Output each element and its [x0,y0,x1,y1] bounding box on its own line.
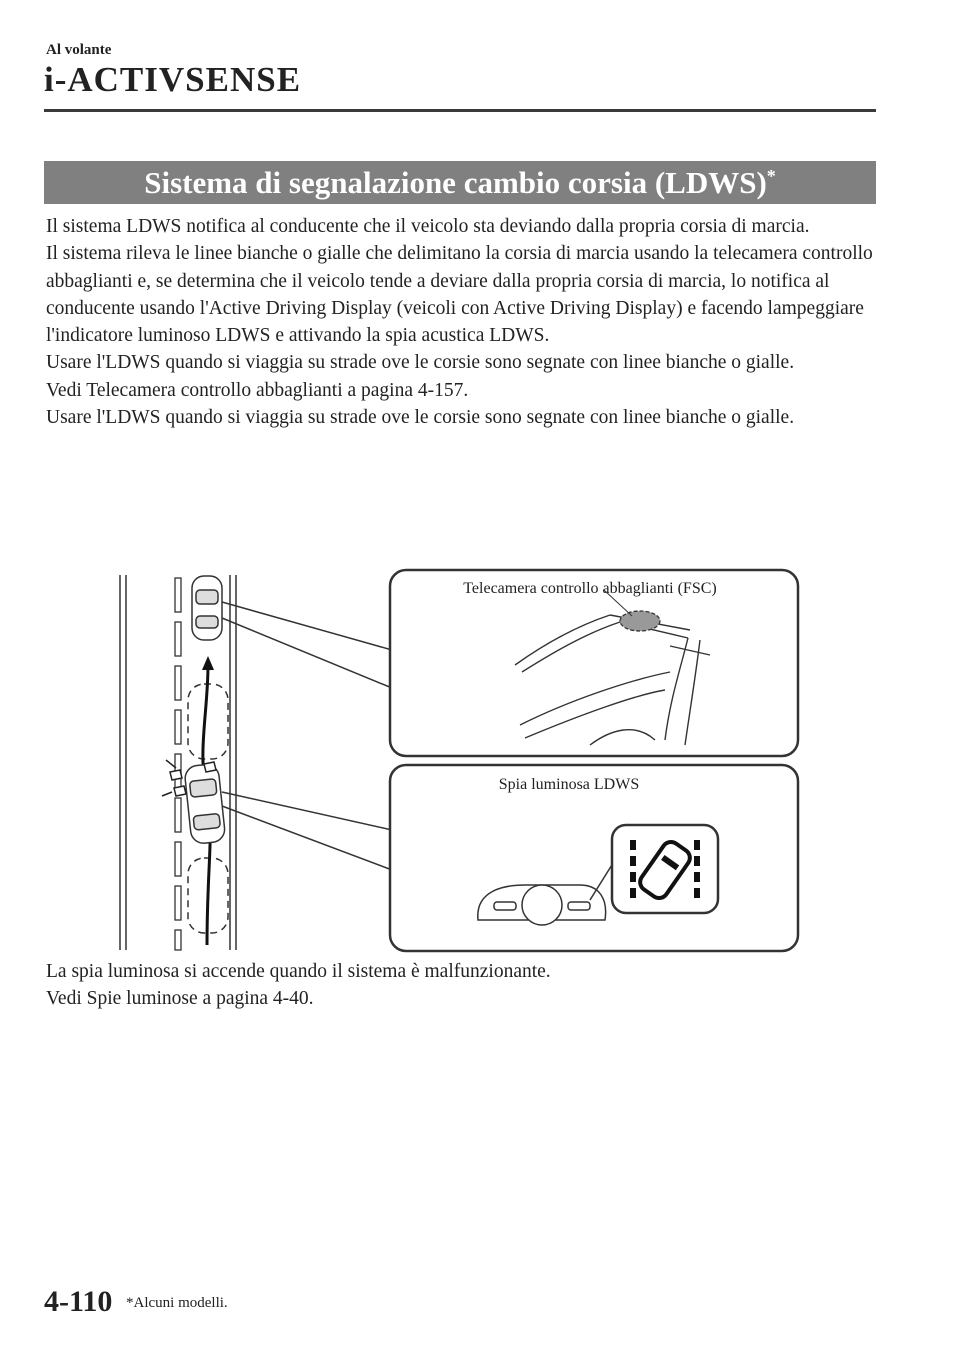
car-ahead-icon [192,576,222,640]
paragraph: Il sistema rileva le linee bianche o gialle che delimitano la corsia di marcia usando la telecamera controllo abbaglianti e, se determina che il veicolo tende a deviare dalla propria corsia di marcia, lo notifica al conducente usando l'Active Driving Display (veicoli con Active Driving Display) e facendo lampeggiare l'indicatore luminoso LDWS e attivando la spia acustica LDWS. [46,243,873,347]
after-figure-text [46,958,876,1013]
paragraph: Usare l'LDWS quando si viaggia su strade ove le corsie sono segnate con linee bianche o gialle. [46,407,795,429]
drifting-car-icon [184,763,226,844]
paragraph-link[interactable]: Vedi Telecamera controllo abbaglianti a pagina 4-157. [46,379,469,401]
callout-connector [222,602,392,870]
banner-title: Sistema di segnalazione cambio corsia (LDWS) [144,165,767,200]
section-label: Al volante [46,42,112,58]
ldws-illustration [110,560,810,955]
paragraph: Usare l'LDWS quando si viaggia su strade ove le corsie sono segnate con linee bianche o gialle. [46,352,795,374]
instrument-cluster-icon [478,885,606,925]
header-divider [44,109,876,112]
paragraph: La spia luminosa si accende quando il sistema è malfunzionante. [46,961,551,982]
optional-equipment-mark: * [766,166,776,186]
section-banner [44,161,876,204]
paragraph: Il sistema LDWS notifica al conducente che il veicolo sta deviando dalla propria corsia di marcia. [46,216,810,237]
camera-label: Telecamera controllo abbaglianti (FSC) [463,580,717,597]
page-number: 4-110 [44,1285,113,1318]
chapter-title: i-ACTIVSENSE [44,60,302,99]
arrow-head-icon [202,656,214,670]
paragraph-link[interactable]: Vedi Spie luminose a pagina 4-40. [46,988,314,1010]
indicator-label: Spia luminosa LDWS [498,776,640,793]
camera-callout-box [390,570,798,756]
camera-icon [620,611,660,631]
body-text [46,213,876,431]
lane-markers [175,578,181,950]
footnote: *Alcuni modelli. [126,1295,228,1311]
